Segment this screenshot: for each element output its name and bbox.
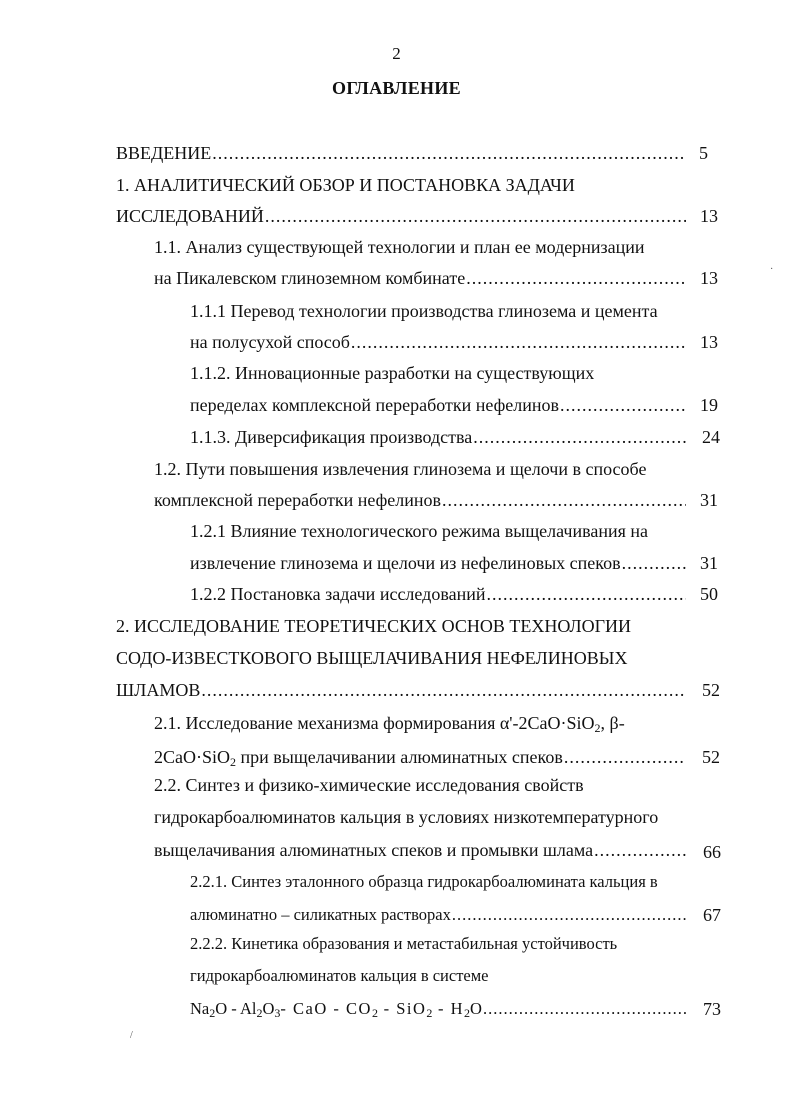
toc-page-number: 52 xyxy=(702,680,720,700)
toc-entry-chapter-2[interactable]: 2. ИССЛЕДОВАНИЕ ТЕОРЕТИЧЕСКИХ ОСНОВ ТЕХНОЛОГИИ xyxy=(116,616,632,636)
toc-entry-1-2[interactable]: 1.2. Пути повышения извлечения глинозема и щелочи в способе xyxy=(154,459,647,479)
scan-mark: / xyxy=(130,1030,133,1041)
toc-entry-chapter-2-cont[interactable]: СОДО-ИЗВЕСТКОВОГО ВЫЩЕЛАЧИВАНИЯ НЕФЕЛИНОВЫХ xyxy=(116,648,628,668)
page-title: ОГЛАВЛЕНИЕ xyxy=(332,78,461,98)
toc-entry-chapter-1[interactable]: 1. АНАЛИТИЧЕСКИЙ ОБЗОР И ПОСТАНОВКА ЗАДАЧИ xyxy=(116,175,575,195)
toc-entry-1-1-2-cont[interactable]: переделах комплексной переработки нефелинов ..... xyxy=(190,391,686,419)
toc-entry-2-2-2-cont[interactable]: гидрокарбоалюминатов кальция в системе xyxy=(190,966,489,985)
toc-page-number: 13 xyxy=(700,268,718,288)
toc-entry-2-2[interactable]: 2.2. Синтез и физико-химические исследования свойств xyxy=(154,775,584,795)
toc-entry-2-2-1[interactable]: 2.2.1. Синтез эталонного образца гидрокарбоалюмината кальция в xyxy=(190,872,658,891)
page-number: 2 xyxy=(392,44,401,63)
toc-entry-1-1-1[interactable]: 1.1.1 Перевод технологии производства глинозема и цемента xyxy=(190,301,658,321)
toc-entry-1-1-1-cont[interactable]: на полусухой способ ..... xyxy=(190,328,686,356)
toc-entry-2-1-cont[interactable]: 2CaO·SiO$_2$ при выщелачивании алюминатных спеков ..... xyxy=(154,743,686,771)
toc-page-number: 13 xyxy=(700,332,718,352)
scan-mark: · xyxy=(770,264,774,275)
toc-entry-introduction[interactable]: ВВЕДЕНИЕ ..... xyxy=(116,139,686,167)
toc-entry-2-1[interactable]: 2.1. Исследование механизма формирования α'-2CaO·SiO$_2$, β- xyxy=(154,713,625,735)
toc-entry-1-1-3[interactable]: 1.1.3. Диверсификация производства ..... xyxy=(190,423,686,451)
toc-page-number: 52 xyxy=(702,747,720,767)
toc-page-number: 67 xyxy=(703,905,721,925)
toc-entry-2-2-1-cont[interactable]: алюминатно – силикатных растворах ..... xyxy=(190,901,686,929)
toc-page-number: 24 xyxy=(702,427,720,447)
toc-entry-1-2-cont[interactable]: комплексной переработки нефелинов ..... xyxy=(154,486,686,514)
toc-page-number: 31 xyxy=(700,553,718,573)
toc-page-number: 31 xyxy=(700,490,718,510)
toc-page-number: 13 xyxy=(700,206,718,226)
toc-entry-2-2-2-formula[interactable]: $Na_2O - Al_2O_3-$ CaO - $CO_2 - SiO_2 - H_2O$ ..... xyxy=(190,995,686,1023)
toc-entry-1-2-2[interactable]: 1.2.2 Постановка задачи исследований ..... xyxy=(190,580,686,608)
toc-entry-2-2-2[interactable]: 2.2.2. Кинетика образования и метастабильная устойчивость xyxy=(190,934,618,953)
toc-page-number: 73 xyxy=(703,999,721,1019)
toc-entry-1-2-1-cont[interactable]: извлечение глинозема и щелочи из нефелиновых спеков ..... xyxy=(190,549,686,577)
toc-page-number: 5 xyxy=(699,143,708,163)
toc-entry-1-1-cont[interactable]: на Пикалевском глиноземном комбинате ..... xyxy=(154,264,686,292)
toc-entry-2-2-cont[interactable]: гидрокарбоалюминатов кальция в условиях низкотемпературного xyxy=(154,807,659,827)
toc-entry-1-2-1[interactable]: 1.2.1 Влияние технологического режима выщелачивания на xyxy=(190,521,649,541)
toc-entry-2-2-cont2[interactable]: выщелачивания алюминатных спеков и промывки шлама ..... xyxy=(154,836,686,864)
toc-page-number: 50 xyxy=(700,584,718,604)
toc-entry-chapter-1-cont[interactable]: ИССЛЕДОВАНИЙ ..... xyxy=(116,202,686,230)
toc-entry-1-1[interactable]: 1.1. Анализ существующей технологии и план ее модернизации xyxy=(154,237,645,257)
toc-page-number: 19 xyxy=(700,395,718,415)
toc-entry-1-1-2[interactable]: 1.1.2. Инновационные разработки на существующих xyxy=(190,363,595,383)
toc-page-number: 66 xyxy=(703,842,721,862)
toc-entry-chapter-2-cont2[interactable]: ШЛАМОВ ..... xyxy=(116,676,686,704)
